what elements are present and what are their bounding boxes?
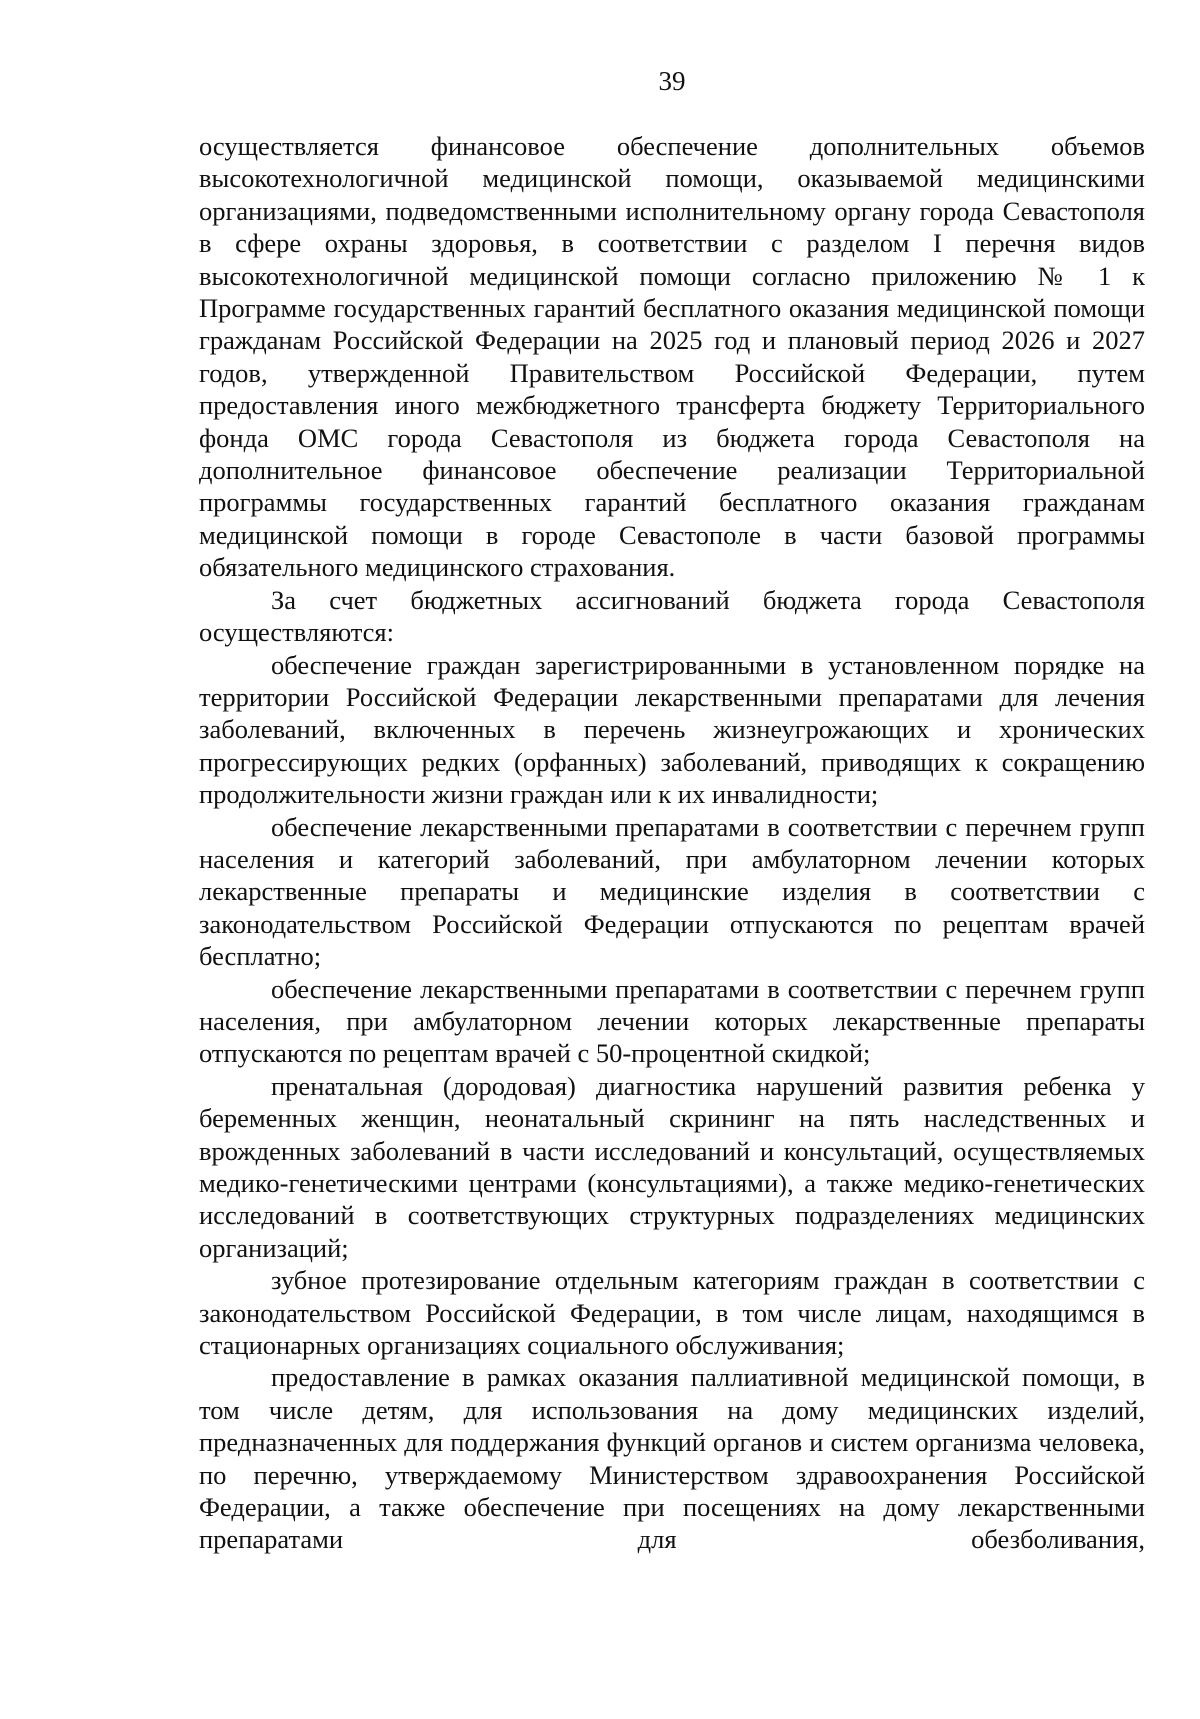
paragraph-orphan-drugs: обеспечение граждан зарегистрированными в установленном порядке на территории Российской Федерации лекарственными препаратами для лечения заболеваний, включенных в перечень жизнеугрожающих и хронических прогрессирующих редких (орфанных) заболеваний, приводящих к сокращению продолжительности жизни граждан или к их инвалидности; [199, 649, 1145, 810]
paragraph-prenatal-diagnostics: пренатальная (дородовая) диагностика нарушений развития ребенка у беременных женщин, неонатальный скрининг на пять наследственных и врожденных заболеваний в части исследований и консультаций, осуществляемых медико-генетическими центрами (консультациями), а также медико-генетических исследований в соответствующих структурных подразделениях медицинских организаций; [199, 1070, 1145, 1263]
page-number: 39 [658, 66, 686, 96]
paragraph-palliative-care: предоставление в рамках оказания паллиативной медицинской помощи, в том числе детям, для использования на дому медицинских изделий, предназначенных для поддержания функций органов и систем организма человека, по перечню, утверждаемому Министерством здравоохранения Российской Федерации, а также обеспечение при посещениях на дому лекарственными препаратами для обезболивания, [199, 1362, 1145, 1555]
paragraph-dental-prosthetics: зубное протезирование отдельным категориям граждан в соответствии с законодательством Российской Федерации, в том числе лицам, находящимся в стационарных организациях социального обслуживания; [199, 1265, 1145, 1361]
paragraph-discount-prescriptions: обеспечение лекарственными препаратами в соответствии с перечнем групп населения, при амбулаторном лечении которых лекарственные препараты отпускаются по рецептам врачей с 50-процентной скидкой; [199, 973, 1145, 1069]
paragraph-free-prescriptions: обеспечение лекарственными препаратами в соответствии с перечнем групп населения и категорий заболеваний, при амбулаторном лечении которых лекарственные препараты и медицинские изделия в соответствии с законодательством Российской Федерации отпускаются по рецептам врачей бесплатно; [199, 811, 1145, 972]
document-body [199, 130, 1145, 1556]
paragraph-hmp-financing: осуществляется финансовое обеспечение дополнительных объемов высокотехнологичной медицинской помощи, оказываемой медицинскими организациями, подведомственными исполнительному органу города Севастополя в сфере охраны здоровья, в соответствии с разделом I перечня видов высокотехнологичной медицинской помощи согласно приложению № 1 к Программе государственных гарантий бесплатного оказания медицинской помощи гражданам Российской Федерации на 2025 год и плановый период 2026 и 2027 годов, утвержденной Правительством Российской Федерации, путем предоставления иного межбюджетного трансферта бюджету Территориального фонда ОМС города Севастополя из бюджета города Севастополя на дополнительное финансовое обеспечение реализации Территориальной программы государственных гарантий бесплатного оказания гражданам медицинской помощи в городе Севастополе в части базовой программы обязательного медицинского страхования. [199, 131, 1145, 583]
paragraph-budget-intro: За счет бюджетных ассигнований бюджета города Севастополя осуществляются: [199, 584, 1145, 648]
